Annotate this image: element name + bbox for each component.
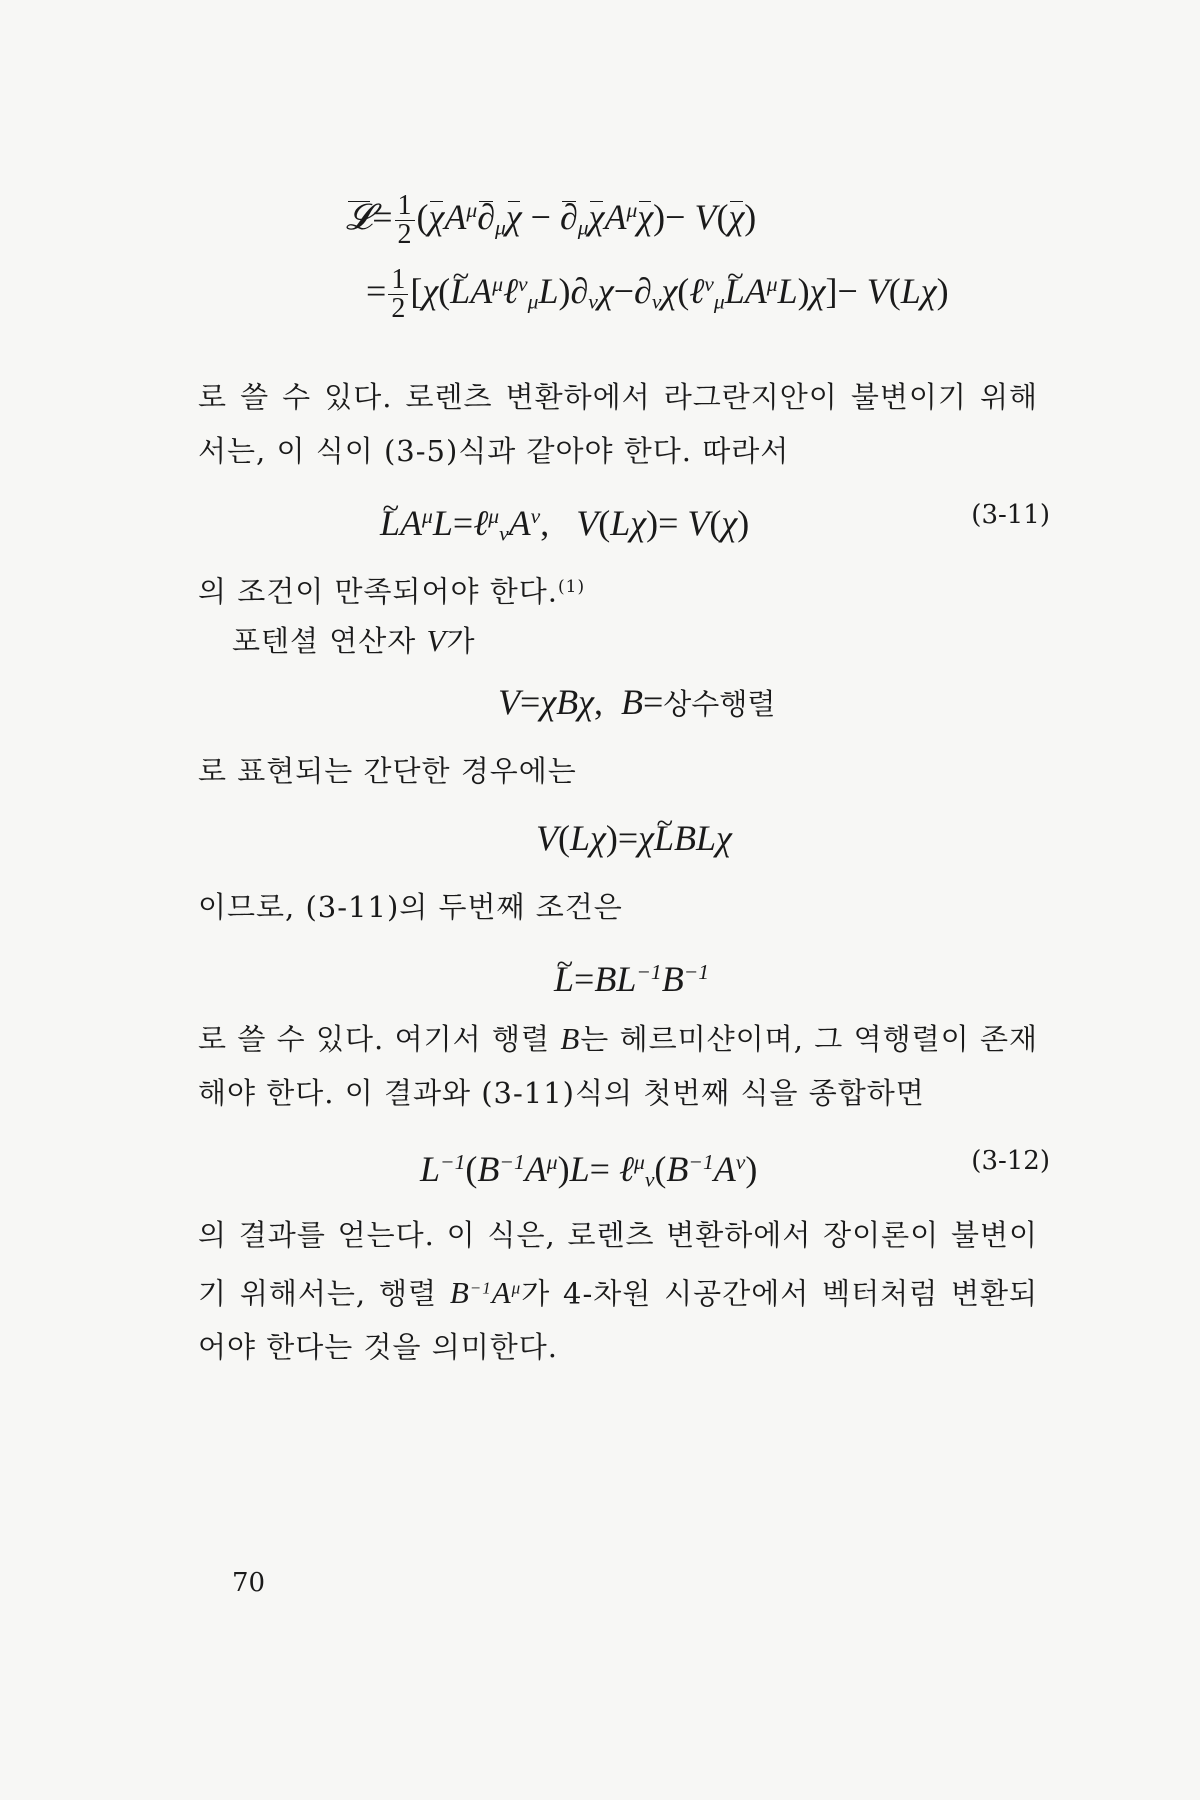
equation-number-3-11: (3-11) [971,500,1050,530]
paragraph-vector-transform: 의 결과를 얻는다. 이 식은, 로렌츠 변환하에서 장이론이 불변이기 위해서는, 행렬 $B^{-1}A^\mu$가 4-차원 시공간에서 벡터처럼 변환되어야 한다는 것을 의미한다. [198,1218,1038,1365]
equation-lagrangian-line-1: 𝓛= $\frac{1}{2}$ $(\chi A^\mu\partial_\mu\chi - \partial_\mu\chi A^\mu\chi)- V(\chi)$ [346,190,757,251]
paragraph-simple-case: 로 표현되는 간단한 경우에는 [198,754,577,788]
equation-lagrangian-line-2: = $\frac{1}{2}$ [χ(~ $LA^\mu\ell^\nu_\mu L)\partial_\nu\chi-\partial_\nu\chi(\ell^\nu_\mu\sim$ $LA^\mu L)\chi]- V(L\chi)$ [366,262,949,323]
lagrangian-symbol: 𝓛 [346,196,373,237]
equation-potential-definition: V=χBχ, B=상수행렬 [498,682,776,722]
paragraph-second-condition: 이므로, (3-11)의 두번째 조건은 [198,890,623,924]
paragraph-potential-operator: 포텐셜 연산자 V가 [232,623,476,658]
equation-3-12: $L^{-1}(B^{-1}A^\mu)L=$ $\ell^\mu_\nu(B^{-1}A^\nu)$ [420,1148,758,1192]
fraction-one-half: $\frac{1}{2}$ [395,192,415,249]
paragraph-lagrangian-invariance: 로 쓸 수 있다. 로렌츠 변환하에서 라그란지안이 불변이기 위해서는, 이 식이 (3-5)식과 같아야 한다. 따라서 [198,380,1038,468]
paragraph-condition: 의 조건이 만족되어야 한다.$^{(1)}$ [198,574,586,609]
page-number: 70 [232,1568,266,1598]
equation-l-tilde: ~ $L=BL^{-1}B^{-1}$ [554,950,709,1001]
fraction-one-half: $\frac{1}{2}$ [388,266,408,323]
equation-potential-transform: V(Lχ)=χ~ LBLχ [536,816,732,860]
footnote-reference: (1) [558,577,586,597]
equation-number-3-12: (3-12) [971,1146,1050,1176]
equation-3-11: ~ $LA^\mu L=\ell^\mu_\nu A^\nu$, V(Lχ)= V(χ) [380,494,749,555]
paragraph-hermitian: 로 쓸 수 있다. 여기서 행렬 B는 헤르미샨이며, 그 역행렬이 존재해야 한다. 이 결과와 (3-11)식의 첫번째 식을 종합하면 [198,1021,1038,1110]
